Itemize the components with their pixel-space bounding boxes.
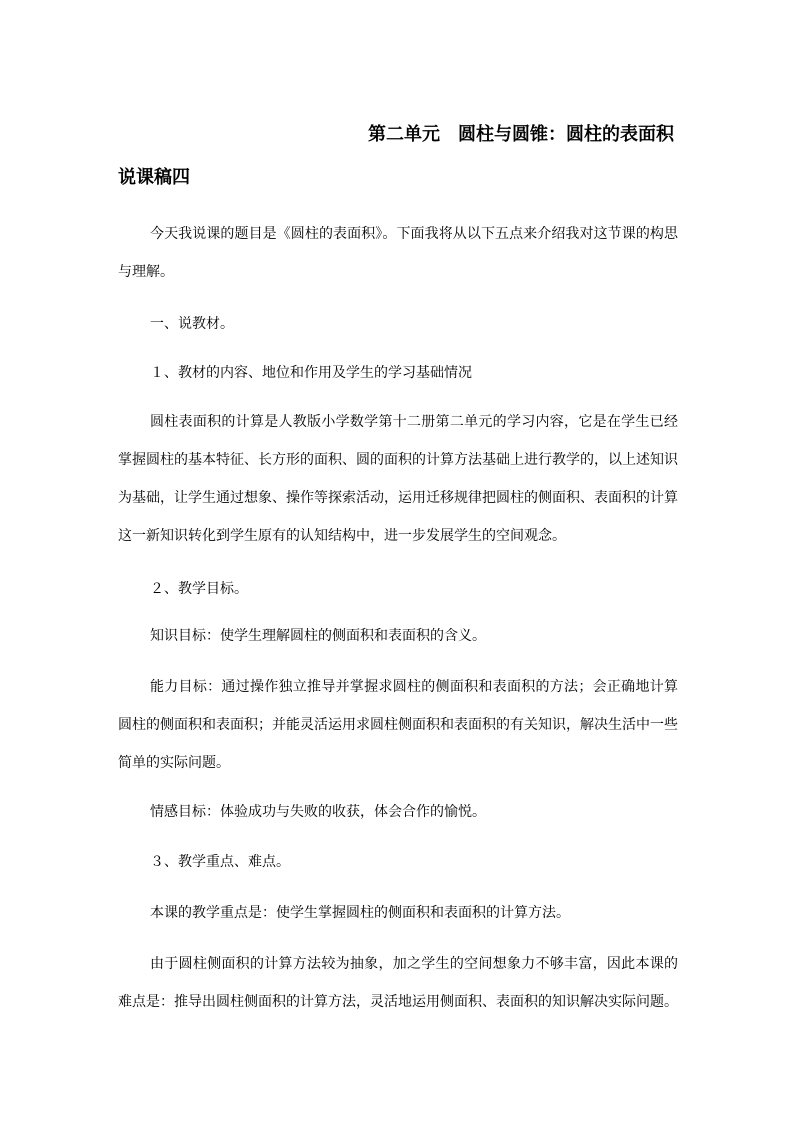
paragraph-ability-goal: 能力目标：通过操作独立推导并掌握求圆柱的侧面积和表面积的方法；会正确地计算圆柱的侧面积和表面积；并能灵活运用求圆柱侧面积和表面积的有关知识，解决生活中一些简单的实际问题。 bbox=[118, 679, 678, 771]
document-title: 第二单元 圆柱与圆锥：圆柱的表面积 bbox=[368, 124, 674, 145]
subsection-heading-goals: ２、教学目标。 bbox=[150, 581, 248, 597]
paragraph-knowledge-goal: 知识目标：使学生理解圆柱的侧面积和表面积的含义。 bbox=[150, 628, 486, 644]
paragraph-intro: 今天我说课的题目是《圆柱的表面积》。下面我将从以下五点来介绍我对这节课的构思与理解。 bbox=[118, 226, 678, 280]
paragraph-content-description: 圆柱表面积的计算是人教版小学数学第十二册第二单元的学习内容，它是在学生已经掌握圆柱的基本特征、长方形的面积、圆的面积的计算方法基础上进行教学的，以上述知识为基础，让学生通过想象、操作等探索活动，运用迁移规律把圆柱的侧面积、表面积的计算这一新知识转化到学生原有的认知结构中，进一步发展学生的空间观念。 bbox=[118, 414, 678, 544]
subsection-heading-content: １、教材的内容、地位和作用及学生的学习基础情况 bbox=[150, 365, 472, 381]
paragraph-difficulty: 由于圆柱侧面积的计算方法较为抽象，加之学生的空间想象力不够丰富，因此本课的难点是：推导出圆柱侧面积的计算方法，灵活地运用侧面积、表面积的知识解决实际问题。 bbox=[118, 956, 678, 1010]
paragraph-key-point: 本课的教学重点是：使学生掌握圆柱的侧面积和表面积的计算方法。 bbox=[150, 905, 570, 921]
document-subtitle: 说课稿四 bbox=[118, 167, 190, 188]
subsection-heading-key-points: ３、教学重点、难点。 bbox=[150, 854, 290, 870]
section-heading-textbook: 一、说教材。 bbox=[150, 316, 234, 332]
paragraph-emotion-goal: 情感目标：体验成功与失败的收获，体会合作的愉悦。 bbox=[150, 804, 486, 820]
